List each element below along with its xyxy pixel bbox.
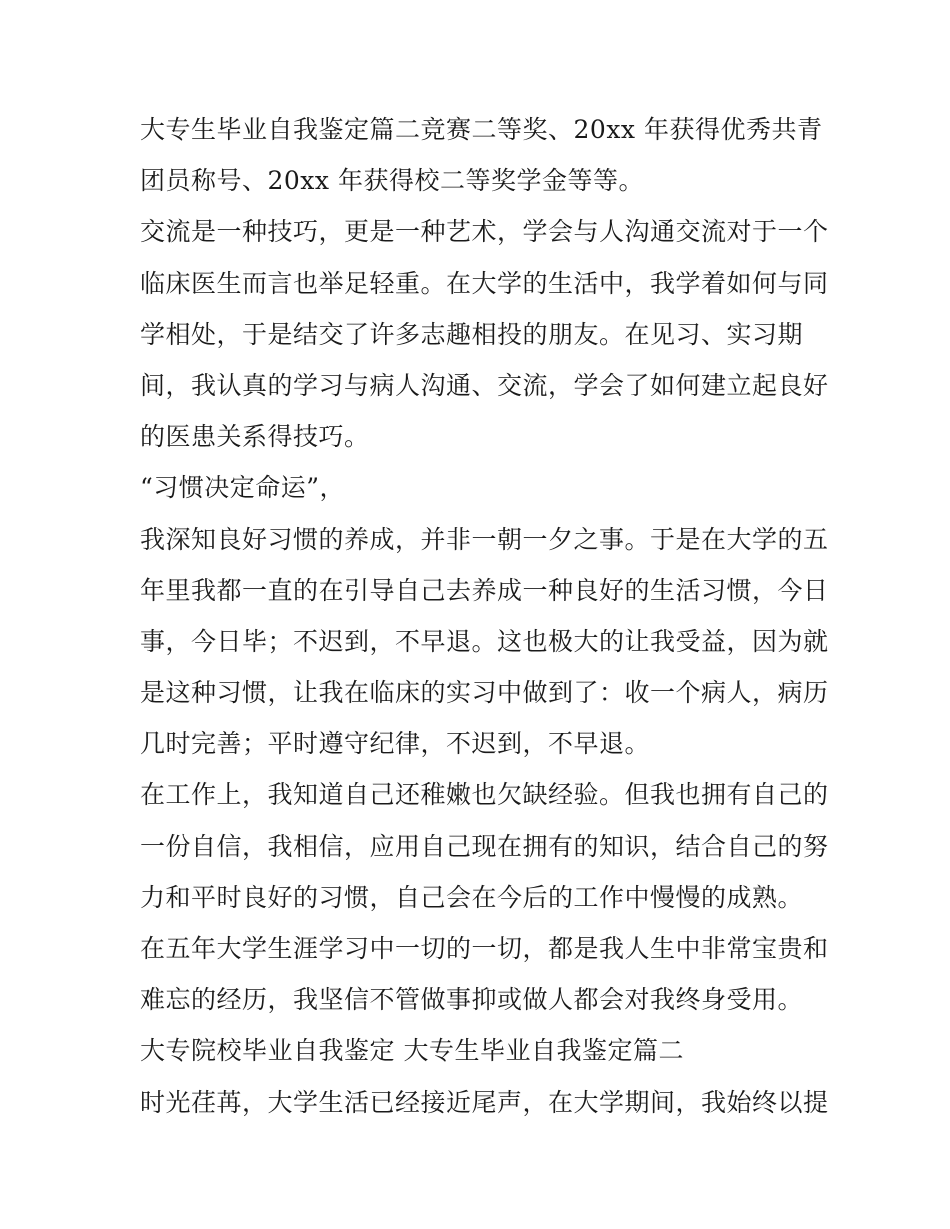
text-line: 团员称号、20xx 年获得校二等奖学金等等。	[140, 166, 644, 196]
text-line: 年里我都一直的在引导自己去养成一种良好的生活习惯，今日	[140, 575, 829, 605]
text-line: “习惯决定命运”，	[140, 473, 346, 503]
text-line: 我深知良好习惯的养成，并非一朝一夕之事。于是在大学的五	[140, 524, 829, 554]
text-line: 几时完善；平时遵守纪律，不迟到，不早退。	[140, 729, 651, 759]
section-title: 大专院校毕业自我鉴定 大专生毕业自我鉴定篇二	[140, 1036, 684, 1066]
text-line: 大专生毕业自我鉴定篇二竞赛二等奖、20xx 年获得优秀共青	[140, 115, 823, 144]
text-line: 难忘的经历，我坚信不管做事抑或做人都会对我终身受用。	[140, 985, 804, 1015]
text-line: 时光荏苒，大学生活已经接近尾声，在大学期间，我始终以提	[140, 1087, 829, 1117]
text-line: 在工作上，我知道自己还稚嫩也欠缺经验。但我也拥有自己的	[140, 780, 829, 810]
text-line: 一份自信，我相信，应用自己现在拥有的知识，结合自己的努	[140, 831, 829, 861]
document-body-text	[140, 104, 829, 1128]
text-line: 学相处，于是结交了许多志趣相投的朋友。在见习、实习期	[140, 319, 804, 349]
text-line: 是这种习惯，让我在临床的实习中做到了：收一个病人，病历	[140, 678, 829, 708]
text-line: 事，今日毕；不迟到，不早退。这也极大的让我受益，因为就	[140, 626, 829, 656]
text-line: 临床医生而言也举足轻重。在大学的生活中，我学着如何与同	[140, 268, 829, 298]
text-line: 交流是一种技巧，更是一种艺术，学会与人沟通交流对于一个	[140, 217, 829, 247]
text-line: 的医患关系得技巧。	[140, 422, 370, 452]
text-line: 间，我认真的学习与病人沟通、交流，学会了如何建立起良好	[140, 370, 829, 400]
text-line: 力和平时良好的习惯，自己会在今后的工作中慢慢的成熟。	[140, 882, 804, 912]
text-line: 在五年大学生涯学习中一切的一切，都是我人生中非常宝贵和	[140, 934, 829, 963]
